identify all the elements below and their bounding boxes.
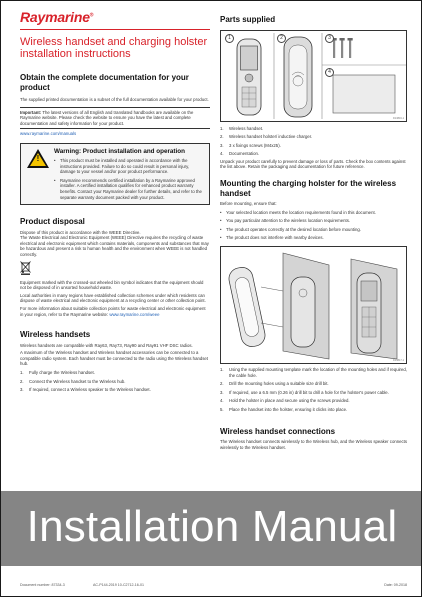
manuals-link[interactable]: www.raymarine.com/manuals — [20, 131, 77, 137]
mounting-check: • The product does not interfere with nearby devices. — [220, 235, 407, 241]
figure-callout-4: 4 — [325, 68, 334, 77]
warning-box — [20, 143, 210, 205]
figure-callout-3: 3 — [325, 34, 334, 43]
raymarine-logo: Raymarine® — [20, 9, 94, 25]
weee-link[interactable]: www.raymarine.com/weee — [109, 311, 160, 317]
parts-illustration — [221, 31, 406, 121]
figure-callout-2: 2 — [277, 34, 286, 43]
obtain-docs-text: The supplied printed documentation is a subset of the full documentation available for your product. — [20, 97, 209, 102]
important-note — [20, 107, 210, 130]
unpack-note: Unpack your product carefully to prevent damage or loss of parts. Check the box contents against the list above. Retain the packaging and documentation for future reference. — [220, 158, 406, 170]
warning-item: • This product must be installed and operated in accordance with the instructions provided. Failure to do so could result in personal injury, damage to your vessel and/or poor product performance. — [54, 158, 204, 175]
connections-text: The Wireless handset connects wirelessly to the Wireless hub, and the Wireless speaker connects wirelessly to the Wireless handset. — [220, 439, 407, 450]
obtain-docs-heading: Obtain the complete documentation for your product — [20, 73, 189, 92]
connections-heading: Wireless handset connections — [220, 426, 336, 436]
header-rule — [20, 29, 210, 30]
disposal-heading: Product disposal — [20, 217, 85, 227]
disposal-p5: For more information about suitable collection points for waste electrical and electronic equipment in your region, refer to the Raymarine website: www.raymarine.com/weee — [20, 305, 206, 317]
important-label: Important: — [20, 109, 42, 115]
parts-figure — [220, 30, 407, 122]
mounting-step: 1. Using the supplied mounting template mark the location of the mounting holes and if required, the cable hole. — [220, 367, 407, 378]
handsets-steps — [20, 370, 210, 393]
mounting-step: 5. Place the handset into the holster, ensuring it clicks into place. — [220, 407, 348, 412]
disposal-p3: Equipment marked with the crossed-out wheeled bin symbol indicates that the equipment should not be disposed of in unsorted household waste. — [20, 279, 204, 291]
disposal-p1: Dispose of this product in accordance with the WEEE Directive. — [20, 229, 141, 235]
document-number: Document number: 87334-3 — [20, 583, 65, 587]
mounting-illustration — [221, 247, 406, 363]
warning-item: • Raymarine recommends certified installation by a Raymarine approved installer. A certified installation qualifies for enhanced product warranty benefits. Contact your Raymarine dealer for further details, and refer to the separate warranty document packed with your product. — [54, 178, 204, 200]
left-column — [20, 9, 210, 393]
parts-figure-caption: D13816-1 — [393, 116, 404, 120]
document-title: Wireless handset and charging holster installation instructions — [20, 36, 208, 60]
mounting-steps — [220, 367, 407, 413]
handset-step: 3. If required, connect a Wireless speaker to the Wireless handset. — [20, 387, 151, 393]
parts-item: 3. 3 x fixings screws (M4x25). — [220, 142, 281, 148]
parts-item: 4. Documentation. — [220, 151, 260, 157]
mounting-check: • Your selected location meets the location requirements found in this document. — [220, 210, 407, 216]
installation-manual-label: Installation Manual — [26, 502, 398, 551]
mounting-step: 4. Hold the holster in place and secure using the screws provided. — [220, 398, 350, 404]
mounting-step: 2. Drill the mounting holes using a suitable size drill bit. — [220, 381, 329, 387]
parts-item: 2. Wireless handset holster/ inductive charger. — [220, 134, 313, 140]
wireless-handsets-heading: Wireless handsets — [20, 330, 91, 340]
important-text: The latest versions of all English and translated handbooks are available on the Raymarine website. Please check the website to ensure you have the latest and complete documentation and safety information for your product. — [20, 109, 194, 126]
warning-title: Warning: Product installation and operation — [54, 147, 185, 155]
mounting-checks — [220, 210, 407, 241]
mounting-figure — [220, 246, 407, 364]
parts-list — [220, 126, 407, 157]
parts-supplied-heading: Parts supplied — [220, 15, 276, 24]
figure-callout-1: 1 — [225, 34, 234, 43]
warning-list — [54, 158, 204, 200]
mounting-step: 3. If required, use a 6.5 mm (0.26 in) drill bit to drill a hole for the holster's power cable. — [220, 389, 389, 395]
crossed-bin-icon — [20, 261, 31, 275]
handsets-p1: Wireless handsets are compatible with Ray63, Ray73, Ray90 and Ray91 VHF DSC radios. — [20, 342, 193, 348]
right-column — [220, 15, 407, 450]
exclamation-icon: ! — [36, 153, 40, 163]
disposal-p2: The Waste Electrical and Electronic Equipment (WEEE) Directive requires the recycling of waste electrical and electronic equipment which contains materials, components and substances that may be hazardous and present a risk to human health and the environment when WEEE is not handled correctly. — [20, 235, 209, 257]
mounting-intro: Before mounting, ensure that: — [220, 201, 277, 207]
parts-item: 1. Wireless handset. — [220, 125, 264, 131]
mounting-heading: Mounting the charging holster for the wireless handset — [220, 179, 397, 198]
mounting-figure-caption: D13817-1 — [393, 359, 404, 363]
disposal-p4: Local authorities in many regions have established collection schemes under which residents can dispose of waste electrical and electronic equipment at a recycling center or other collection point. — [20, 292, 206, 304]
handset-step: 1. Fully charge the Wireless handset. — [20, 370, 95, 376]
mounting-check: • You pay particular attention to the wireless location requirements. — [220, 218, 407, 224]
part-code: AC-P144-2019 10-C2712-16-01 — [93, 583, 144, 587]
mounting-check: • The product operates correctly at the desired location before mounting. — [220, 227, 407, 233]
date-text: Date: 09-2018 — [384, 583, 407, 587]
handsets-p2: A maximum of the Wireless handset and Wireless handset accessories can be connected to a compatible radio system. Each handset must be connected to the radio using the Wireless handset hub. — [20, 350, 208, 367]
handset-step: 2. Connect the Wireless handset to the Wireless hub. — [20, 378, 126, 384]
